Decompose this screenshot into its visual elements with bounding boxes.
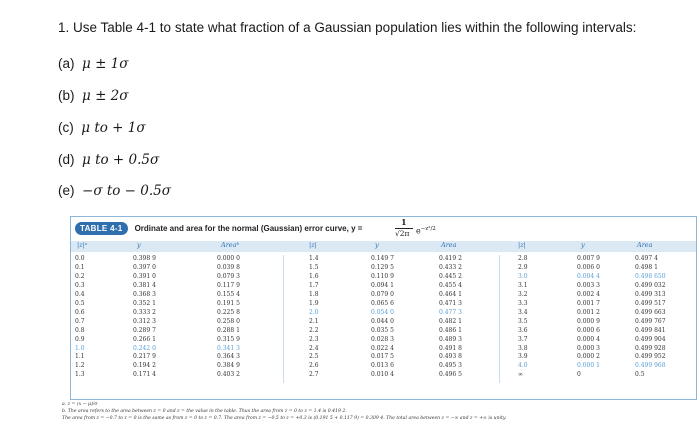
part-e-expr: −σ to − 0.5σ bbox=[82, 183, 171, 199]
table-cell: 3.8 bbox=[518, 344, 528, 352]
part-e bbox=[58, 183, 171, 199]
table-cell: 3.5 bbox=[518, 317, 528, 325]
header-y2: y bbox=[375, 241, 379, 249]
table-cell: 0.464 1 bbox=[439, 290, 462, 298]
table-cell: 3.1 bbox=[518, 281, 528, 289]
table-cell: 0.028 3 bbox=[371, 335, 394, 343]
header-area2: Area bbox=[441, 241, 457, 249]
table-cell: 0.499 968 bbox=[635, 362, 666, 370]
part-d-label: (d) bbox=[58, 152, 75, 167]
table-cell: 0.498 650 bbox=[635, 272, 666, 280]
table-cell: 0.368 3 bbox=[133, 290, 156, 298]
table-cell: 0.007 9 bbox=[577, 255, 600, 262]
table-cell: 2.7 bbox=[309, 371, 319, 379]
table-cell: 0.499 767 bbox=[635, 317, 666, 325]
table-cell: 0.258 0 bbox=[217, 317, 240, 325]
table-cell: 3.3 bbox=[518, 299, 528, 307]
table-cell: 2.2 bbox=[309, 326, 319, 334]
header-y1: y bbox=[137, 241, 141, 249]
table-cell: 2.9 bbox=[518, 263, 528, 271]
table-cell: 0.333 2 bbox=[133, 308, 156, 316]
col2-area bbox=[439, 255, 462, 380]
table-cell: 0.391 0 bbox=[133, 272, 156, 280]
table-cell: 0.289 7 bbox=[133, 326, 156, 334]
table-cell: 1.3 bbox=[75, 371, 85, 379]
table-cell: 2.3 bbox=[309, 335, 319, 343]
table-cell: 0.004 4 bbox=[577, 272, 600, 280]
part-c-label: (c) bbox=[58, 120, 74, 135]
formula-e: e bbox=[416, 226, 421, 236]
table-cell: 0.0 bbox=[75, 255, 85, 262]
table-cell: 0.499 928 bbox=[635, 344, 666, 352]
col3-y bbox=[577, 255, 600, 380]
table-cell: 0.000 6 bbox=[577, 326, 600, 334]
table-cell: 0.010 4 bbox=[371, 371, 394, 379]
table-cell: 0.194 2 bbox=[133, 362, 156, 370]
col3-z bbox=[518, 255, 528, 380]
table-cell: 0.288 1 bbox=[217, 326, 240, 334]
table-cell: 0.5 bbox=[75, 299, 85, 307]
table-cell: 0.471 3 bbox=[439, 299, 462, 307]
table-cell: 0.035 5 bbox=[371, 326, 394, 334]
col1-y bbox=[133, 255, 156, 380]
table-caption: Ordinate and area for the normal (Gaussian) error curve, y = bbox=[134, 223, 363, 233]
part-a bbox=[58, 56, 129, 72]
table-cell: 3.4 bbox=[518, 308, 528, 316]
header-area3: Area bbox=[637, 241, 653, 249]
table-cell: 0.054 0 bbox=[371, 308, 394, 316]
formula-numerator: 1 bbox=[401, 217, 407, 227]
table-cell: 0.499 952 bbox=[635, 353, 666, 361]
table-cell: 0.352 1 bbox=[133, 299, 156, 307]
header-y3: y bbox=[581, 241, 585, 249]
table-cell: 0.403 2 bbox=[217, 371, 240, 379]
table-cell: 0 bbox=[577, 371, 581, 379]
table-cell: 0.006 0 bbox=[577, 263, 600, 271]
table-cell: 0.079 0 bbox=[371, 290, 394, 298]
footnote-b: b. The area refers to the area between z = 0 and z = the value in the table. Thus the area from z = 0 to z = 1.4 is 0.419 2. bbox=[62, 409, 347, 414]
table-cell: 0.225 8 bbox=[217, 308, 240, 316]
footnote-c: The area from z = −0.7 to z = 0 is the same as from z = 0 to z = 0.7. The area from z = −0.5 to z = +0.3 is (0.191 5 + 0.117 9) = 0.309 4. The total area between z = −∞ and z = +∞ is unity. bbox=[62, 416, 507, 421]
table-cell: 0.4 bbox=[75, 290, 85, 298]
part-b bbox=[58, 88, 129, 104]
table-cell: 0.000 2 bbox=[577, 353, 600, 361]
table-cell: 1.0 bbox=[75, 344, 85, 352]
table-cell: 0.266 1 bbox=[133, 335, 156, 343]
table-cell: 0.312 3 bbox=[133, 317, 156, 325]
gaussian-table-image bbox=[70, 216, 697, 400]
table-cell: 0.039 8 bbox=[217, 263, 240, 271]
table-cell: 0.499 663 bbox=[635, 308, 666, 316]
table-cell: 0.001 2 bbox=[577, 308, 600, 316]
table-cell: 0.155 4 bbox=[217, 290, 240, 298]
header-z3: |z| bbox=[518, 241, 526, 249]
table-cell: 0.149 7 bbox=[371, 255, 394, 262]
table-cell: 0.477 3 bbox=[439, 308, 462, 316]
table-cell: 0.7 bbox=[75, 317, 85, 325]
table-cell: 2.0 bbox=[309, 308, 319, 316]
table-cell: 0.433 2 bbox=[439, 263, 462, 271]
question-title: 1. Use Table 4-1 to state what fraction of a Gaussian population lies within the following intervals: bbox=[58, 20, 637, 35]
column-divider bbox=[283, 255, 284, 383]
table-cell: 0.000 9 bbox=[577, 317, 600, 325]
table-cell: 0.094 1 bbox=[371, 281, 394, 289]
table-cell: 0.445 2 bbox=[439, 272, 462, 280]
table-cell: 4.0 bbox=[518, 362, 528, 370]
table-cell: 0.499 904 bbox=[635, 335, 666, 343]
table-cell: 2.1 bbox=[309, 317, 319, 325]
col3-area bbox=[635, 255, 666, 380]
table-cell: 1.8 bbox=[309, 290, 319, 298]
table-cell: 0.384 9 bbox=[217, 362, 240, 370]
table-cell: 0.000 1 bbox=[577, 362, 600, 370]
table-cell: 1.2 bbox=[75, 362, 85, 370]
table-cell: 0.017 5 bbox=[371, 353, 394, 361]
table-cell: 0.486 1 bbox=[439, 326, 462, 334]
header-z2: |z| bbox=[309, 241, 317, 249]
table-cell: 3.0 bbox=[518, 272, 528, 280]
table-cell: 0.003 3 bbox=[577, 281, 600, 289]
table-cell: 0.129 5 bbox=[371, 263, 394, 271]
footnote-a: a. z = (x − μ)/σ bbox=[62, 402, 98, 407]
col1-z bbox=[75, 255, 85, 380]
table-cell: 3.7 bbox=[518, 335, 528, 343]
table-cell: 0.496 5 bbox=[439, 371, 462, 379]
table-cell: 0.397 0 bbox=[133, 263, 156, 271]
table-cell: 1.1 bbox=[75, 353, 85, 361]
part-a-expr: μ ± 1σ bbox=[82, 56, 129, 72]
part-a-label: (a) bbox=[58, 56, 75, 71]
formula-exponential bbox=[416, 226, 436, 236]
table-cell: 0.002 4 bbox=[577, 290, 600, 298]
part-b-label: (b) bbox=[58, 88, 75, 103]
gaussian-formula bbox=[389, 217, 449, 243]
table-cell: ∞ bbox=[518, 371, 523, 379]
table-cell: 0.315 9 bbox=[217, 335, 240, 343]
table-cell: 0.419 2 bbox=[439, 255, 462, 262]
table-header-band bbox=[71, 241, 696, 252]
header-area1: Areaᵇ bbox=[221, 241, 240, 249]
table-cell: 1.5 bbox=[309, 263, 319, 271]
header-z1: |z|ᵃ bbox=[77, 241, 88, 249]
table-cell: 0.217 9 bbox=[133, 353, 156, 361]
table-cell: 1.9 bbox=[309, 299, 319, 307]
table-cell: 0.498 1 bbox=[635, 263, 658, 271]
table-cell: 0.497 4 bbox=[635, 255, 658, 262]
table-cell: 0.495 3 bbox=[439, 362, 462, 370]
part-e-label: (e) bbox=[58, 183, 75, 198]
table-cell: 0.242 0 bbox=[133, 344, 156, 352]
table-cell: 0.000 0 bbox=[217, 255, 240, 262]
table-cell: 0.3 bbox=[75, 281, 85, 289]
table-cell: 0.013 6 bbox=[371, 362, 394, 370]
table-cell: 0.5 bbox=[635, 371, 645, 379]
col1-area bbox=[217, 255, 240, 380]
table-cell: 2.6 bbox=[309, 362, 319, 370]
table-cell: 0.499 313 bbox=[635, 290, 666, 298]
table-cell: 0.191 5 bbox=[217, 299, 240, 307]
col2-z bbox=[309, 255, 319, 380]
table-cell: 2.4 bbox=[309, 344, 319, 352]
table-cell: 0.110 9 bbox=[371, 272, 394, 280]
table-cell: 0.022 4 bbox=[371, 344, 394, 352]
table-cell: 0.455 4 bbox=[439, 281, 462, 289]
table-cell: 0.341 3 bbox=[217, 344, 240, 352]
table-cell: 0.398 9 bbox=[133, 255, 156, 262]
table-cell: 0.2 bbox=[75, 272, 85, 280]
table-cell: 0.489 3 bbox=[439, 335, 462, 343]
formula-denominator: √2π bbox=[395, 229, 410, 238]
table-cell: 0.171 4 bbox=[133, 371, 156, 379]
table-cell: 1.6 bbox=[309, 272, 319, 280]
table-cell: 0.499 032 bbox=[635, 281, 666, 289]
column-divider bbox=[499, 255, 500, 383]
table-cell: 2.8 bbox=[518, 255, 528, 262]
table-cell: 0.364 3 bbox=[217, 353, 240, 361]
part-d-expr: μ to + 0.5σ bbox=[82, 152, 160, 168]
table-badge: TABLE 4-1 bbox=[75, 222, 128, 235]
table-cell: 0.493 8 bbox=[439, 353, 462, 361]
part-c-expr: μ to + 1σ bbox=[81, 120, 146, 136]
table-cell: 0.499 517 bbox=[635, 299, 666, 307]
table-cell: 1.7 bbox=[309, 281, 319, 289]
table-cell: 0.001 7 bbox=[577, 299, 600, 307]
table-cell: 0.6 bbox=[75, 308, 85, 316]
part-d bbox=[58, 152, 159, 168]
table-cell: 0.482 1 bbox=[439, 317, 462, 325]
table-cell: 0.499 841 bbox=[635, 326, 666, 334]
table-cell: 3.6 bbox=[518, 326, 528, 334]
formula-exponent: −z²/2 bbox=[420, 226, 436, 232]
table-cell: 0.065 6 bbox=[371, 299, 394, 307]
table-cell: 0.1 bbox=[75, 263, 85, 271]
part-b-expr: μ ± 2σ bbox=[82, 88, 129, 104]
table-cell: 3.2 bbox=[518, 290, 528, 298]
col2-y bbox=[371, 255, 394, 380]
table-cell: 0.079 3 bbox=[217, 272, 240, 280]
table-cell: 0.8 bbox=[75, 326, 85, 334]
table-cell: 0.9 bbox=[75, 335, 85, 343]
table-cell: 0.491 8 bbox=[439, 344, 462, 352]
table-cell: 2.5 bbox=[309, 353, 319, 361]
table-cell: 0.117 9 bbox=[217, 281, 240, 289]
table-caption-row bbox=[75, 220, 362, 236]
table-cell: 0.000 4 bbox=[577, 335, 600, 343]
table-cell: 0.000 3 bbox=[577, 344, 600, 352]
table-cell: 1.4 bbox=[309, 255, 319, 262]
table-cell: 0.044 0 bbox=[371, 317, 394, 325]
part-c bbox=[58, 120, 146, 136]
table-cell: 3.9 bbox=[518, 353, 528, 361]
table-cell: 0.381 4 bbox=[133, 281, 156, 289]
